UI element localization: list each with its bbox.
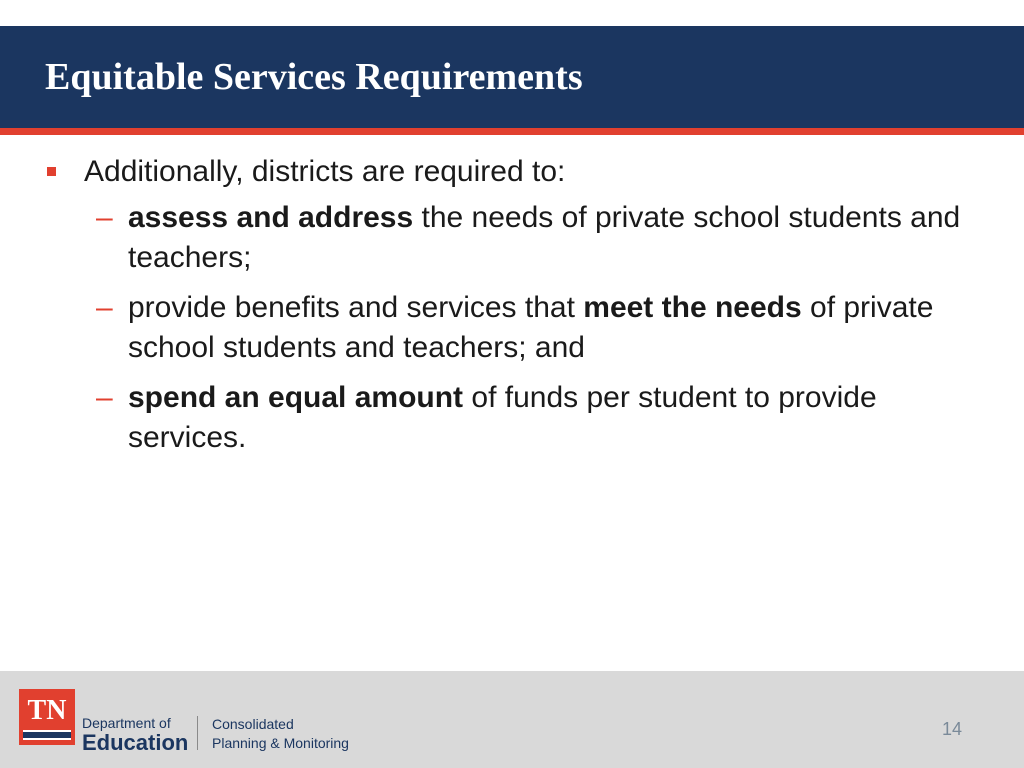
office-name-line1: Consolidated [212,716,294,732]
sub-bullet-text: the needs of private school students and teachers; [128,201,961,274]
tn-logo [19,689,75,745]
footer-bar [0,671,1024,768]
slide-number: 14 [941,719,962,739]
tn-logo-stripe [23,730,71,740]
sub-bullet-text: of funds per student to provide services. [128,381,877,454]
main-bullet-text: Additionally, districts are required to: [84,155,566,188]
sub-bullet-provide [44,288,984,368]
main-bullet [44,152,984,192]
sub-bullet-spend [44,378,984,458]
sub-bullet-bold: assess and address [128,201,414,234]
slide-title: Equitable Services Requirements [45,56,583,98]
dash-bullet-icon: – [96,291,113,324]
dash-bullet-icon: – [96,201,113,234]
square-bullet-icon [47,167,56,176]
tn-logo-text: TN [27,695,67,726]
footer-divider [197,716,198,750]
sub-bullet-bold: spend an equal amount [128,381,464,414]
title-underline [0,128,1024,135]
sub-bullet-text: of private school students and teachers; and [128,291,934,364]
sub-bullet-list [44,198,984,458]
office-name-line2: Planning & Monitoring [212,735,349,751]
department-name: Education [82,730,189,755]
department-label: Department of [82,715,171,731]
dash-bullet-icon: – [96,381,113,414]
sub-bullet-bold: meet the needs [583,291,802,324]
slide-body [44,152,984,468]
sub-bullet-assess [44,198,984,278]
sub-bullet-text: provide benefits and services that [128,291,584,324]
